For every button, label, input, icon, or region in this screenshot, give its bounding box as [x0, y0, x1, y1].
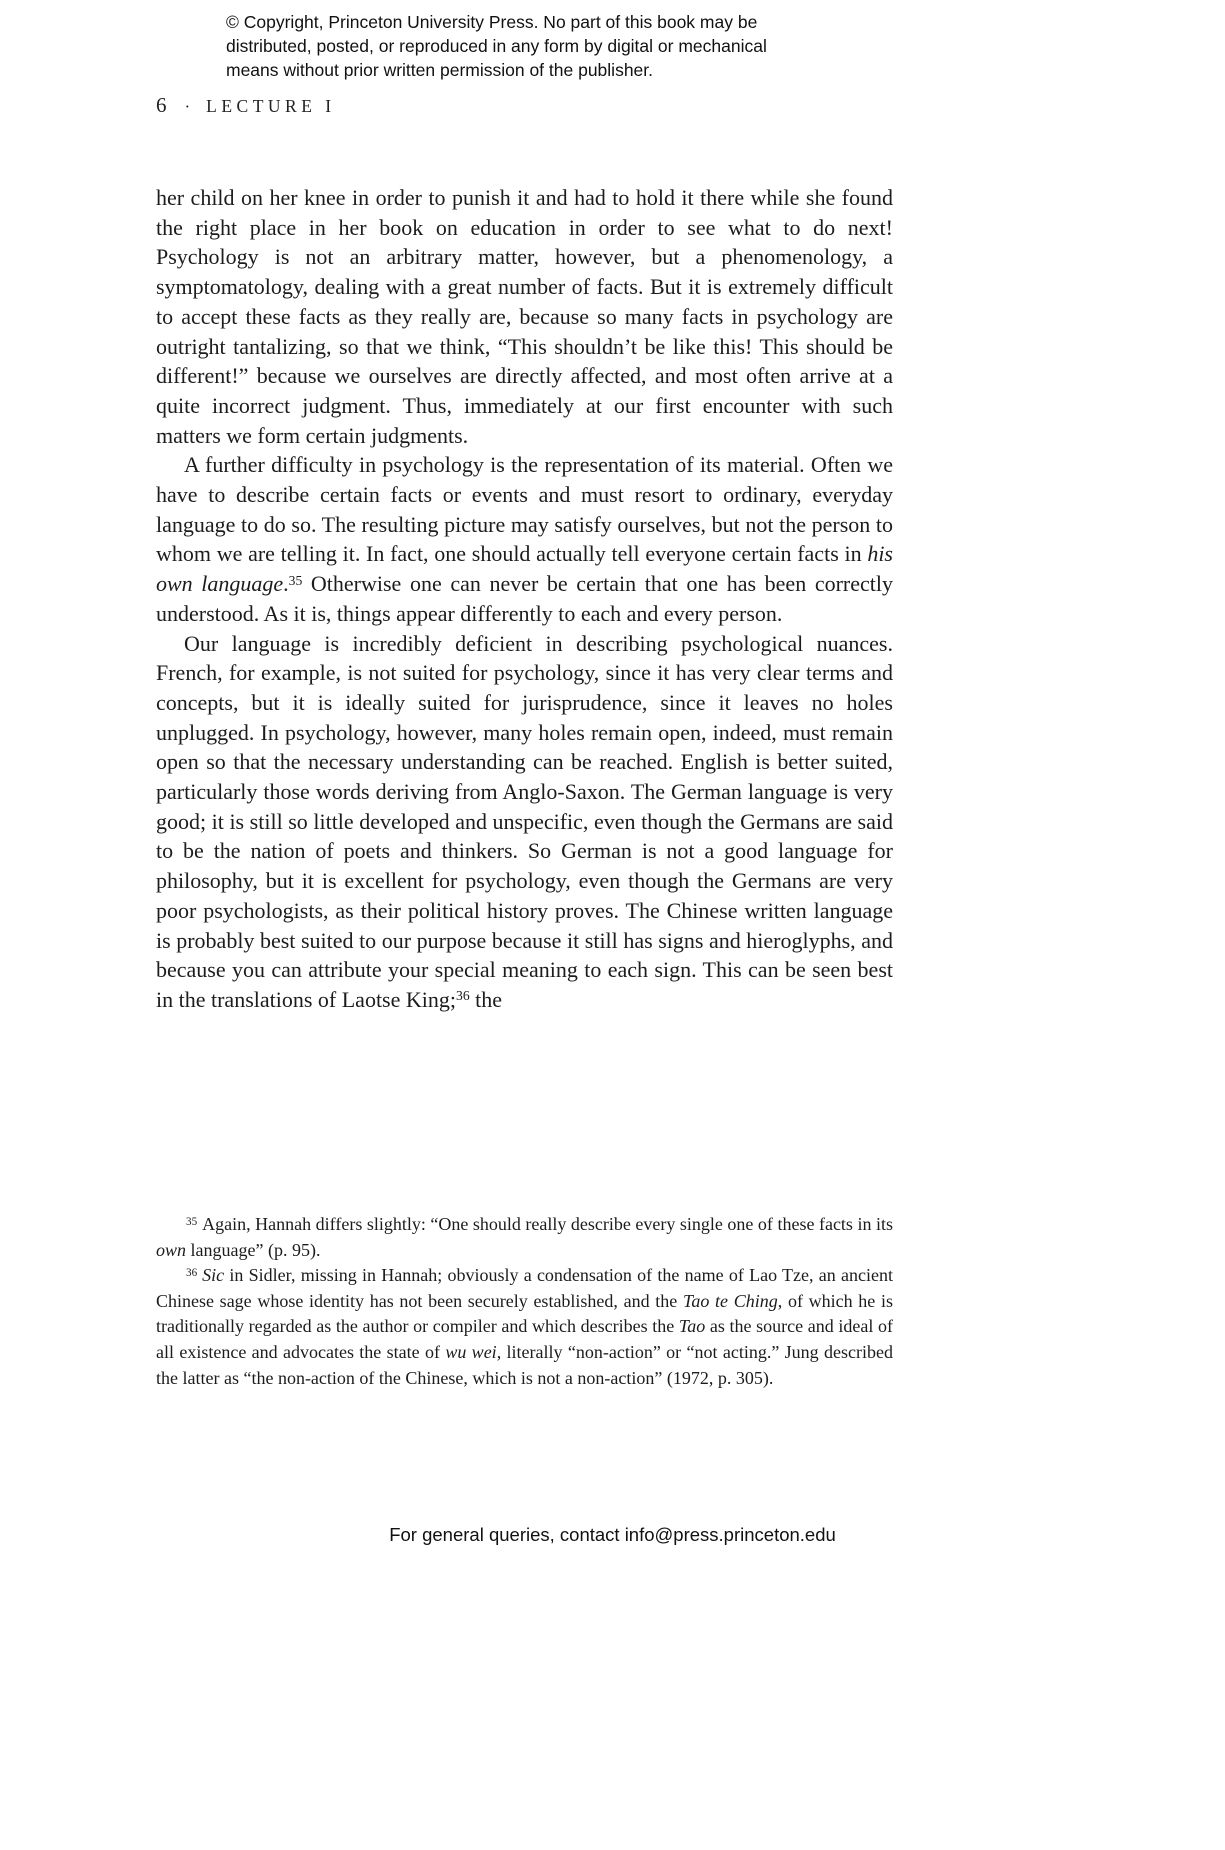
- italic-phrase: own: [156, 1239, 187, 1260]
- text-run: Otherwise one can never be certain that one has been correctly understood. As it is, things appear differently to each and every person.: [156, 571, 893, 626]
- running-head: [156, 93, 336, 118]
- italic-phrase: Tao te Ching: [683, 1290, 778, 1311]
- text-run: A further difficulty in psychology is the representation of its material. Often we have to describe certain facts or events and must resort to ordinary, everyday language to do so. The resulting picture may satisfy ourselves, but not the person to whom we are telling it. In fact, one should actually tell everyone certain facts in: [156, 452, 893, 567]
- footnote-marker-36: 36: [186, 1266, 198, 1279]
- italic-phrase: Tao: [678, 1316, 706, 1337]
- page-number: 6: [156, 93, 167, 117]
- paragraph-3: [156, 629, 893, 1015]
- text-run: , literally “non-action” or “not acting.” Jung described the latter as “the non-action of the Chinese, which is not a non-action” (1972, p. 305).: [156, 1341, 893, 1388]
- chapter-title: LECTURE I: [206, 96, 336, 116]
- text-run: Our language is incredibly deficient in describing psychological nuances. French, for example, is not suited for psychology, since it has very clear terms and concepts, but it is ideally suited for jurisprudence, since it leaves no holes unplugged. In psychology, however, many holes remain open, indeed, must remain open so that the necessary understanding can be reached. English is better suited, particularly those words deriving from Anglo-Saxon. The German language is very good; it is still so little developed and unspecific, even though the Germans are said to be the nation of poets and thinkers. So German is not a good language for philosophy, but it is excellent for psychology, even though the Germans are very poor psychologists, as their political history proves. The Chinese written language is probably best suited to our purpose because it still has signs and hieroglyphs, and because you can attribute your special meaning to each sign. This can be seen best in the translations of Laotse King;: [156, 630, 893, 1012]
- footnote-ref-36: 36: [456, 988, 470, 1004]
- text-run: as the source and ideal of all existence and advocates the state of: [156, 1316, 893, 1362]
- paragraph-1: her child on her knee in order to punish it and had to hold it there while she found the right place in her book on education in order to see what to do next! Psychology is not an arbitrary matter, however, but a phenomenology, a symptomatology, dealing with a great number of facts. But it is extremely difficult to accept these facts as they really are, because so many facts in psychology are outright tantalizing, so that we think, “This shouldn’t be like this! This should be different!” because we ourselves are directly affected, and most often arrive at a quite incorrect judgment. Thus, immediately at our first encounter with such matters we form certain judgments.: [156, 185, 893, 448]
- copyright-line-3: means without prior written permission of the publisher.: [226, 59, 654, 80]
- italic-phrase: his own language: [156, 541, 893, 597]
- text-run: , of which he is traditionally regarded as the author or compiler and which describes the: [156, 1290, 894, 1337]
- copyright-line-1: © Copyright, Princeton University Press. No part of this book may be: [226, 12, 758, 32]
- copyright-line-2: distributed, posted, or reproduced in any form by digital or mechanical: [226, 35, 767, 56]
- separator-dot: ·: [184, 97, 191, 116]
- italic-phrase: Sic: [202, 1265, 225, 1286]
- footnote-ref-35: 35: [288, 572, 303, 588]
- paragraph-2: [156, 450, 893, 628]
- text-run: Again, Hannah differs slightly: “One should really describe every single one of these facts in its: [202, 1214, 893, 1234]
- text-run: in Sidler, missing in Hannah; obviously a condensation of the name of Lao Tze, an ancient Chinese sage whose identity has not been securely established, and the: [156, 1265, 893, 1311]
- italic-phrase: wu wei: [445, 1341, 497, 1362]
- footnote-36: [156, 1263, 893, 1391]
- text-run: .: [283, 571, 289, 597]
- footnote-35: [156, 1212, 893, 1263]
- footnotes-block: [156, 1212, 893, 1391]
- body-text: [156, 183, 893, 1015]
- text-run: the: [469, 986, 503, 1012]
- footnote-marker-35: 35: [186, 1215, 198, 1228]
- footer-contact: For general queries, contact info@press.princeton.edu: [389, 1524, 836, 1545]
- copyright-notice: [226, 11, 866, 82]
- text-run: language” (p. 95).: [186, 1239, 321, 1260]
